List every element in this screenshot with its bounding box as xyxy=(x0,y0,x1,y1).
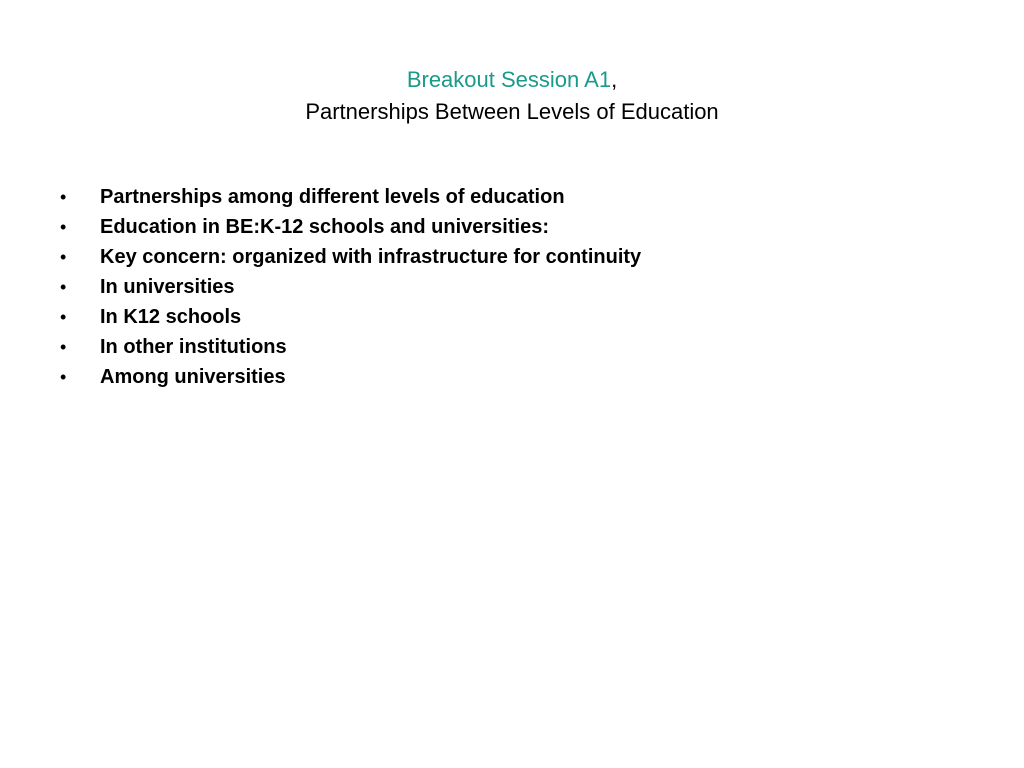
bullet-text: Partnerships among different levels of education xyxy=(100,186,565,208)
slide-title xyxy=(0,64,1024,128)
bullet-dot-icon: • xyxy=(60,367,67,387)
bullet-dot-icon: • xyxy=(60,277,67,297)
bullet-dot-icon: • xyxy=(60,337,67,357)
bullet-dot-icon: • xyxy=(60,307,67,327)
bullet-text: In other institutions xyxy=(100,336,287,358)
bullet-text: In universities xyxy=(100,276,235,298)
session-name: Breakout Session A1 xyxy=(406,67,612,92)
bullet-dot-icon: • xyxy=(60,217,67,237)
bullet-text: Education in BE:K-12 schools and universities: xyxy=(100,216,549,238)
bullet-text: In K12 schools xyxy=(100,306,242,328)
title-line-2: Partnerships Between Levels of Education xyxy=(305,99,719,124)
bullet-text: Key concern: organized with infrastructure for continuity xyxy=(100,246,642,268)
title-line-1 xyxy=(0,64,1024,96)
bullet-dot-icon: • xyxy=(60,187,67,207)
bullet-dot-icon: • xyxy=(60,247,67,267)
title-comma: , xyxy=(611,67,618,92)
bullet-text: Among universities xyxy=(100,366,286,388)
